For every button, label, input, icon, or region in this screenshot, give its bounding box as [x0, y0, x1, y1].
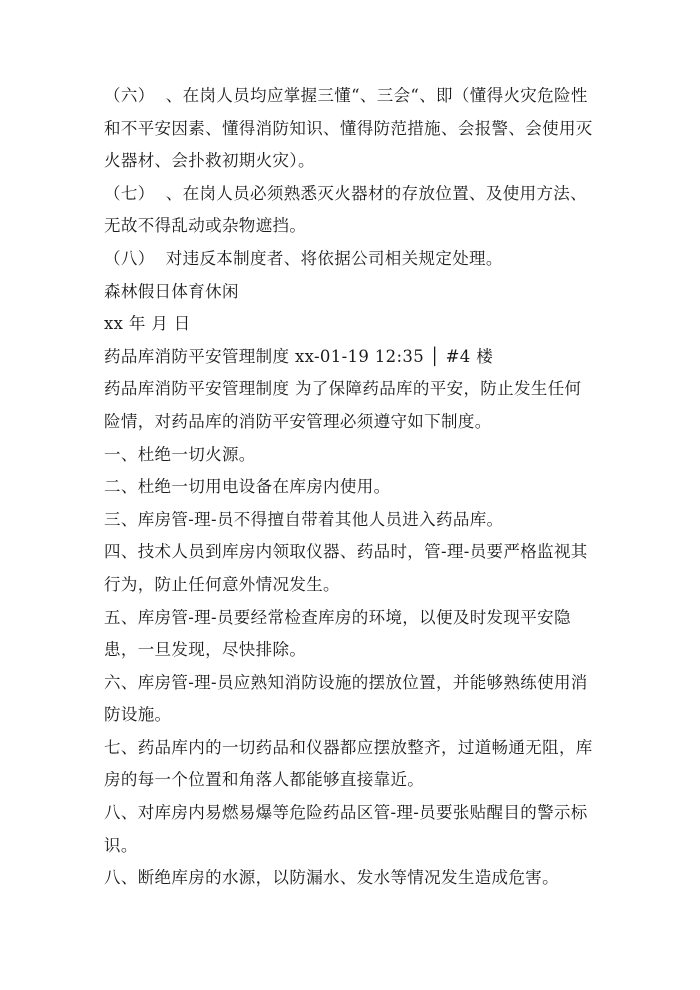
paragraph-rule-6: （六） 、在岗人员均应掌握三懂“、三会“、即（懂得火灾危险性和不平安因素、懂得消防知识、懂得防范措施、会报警、会使用灭火器材、会扑救初期火灾）。 [104, 86, 593, 171]
signature-organization: 森林假日体育休闲 [104, 281, 239, 301]
list-item: 二、杜绝一切用电设备在库房内使用。 [104, 477, 391, 497]
paragraph-rule-8: （八） 对违反本制度者、将依据公司相关规定处理。 [104, 248, 503, 268]
post-header: 药品库消防平安管理制度 xx-01-19 12:35 │ #4 楼 [104, 346, 494, 366]
list-item: 八、断绝库房的水源，以防漏水、发水等情况发生造成危害。 [104, 868, 559, 888]
intro-paragraph: 药品库消防平安管理制度 为了保障药品库的平安，防止发生任何险情，对药品库的消防平安管理必须遵守如下制度。 [104, 379, 582, 431]
list-item: 三、库房管-理-员不得擅自带着其他人员进入药品库。 [104, 509, 504, 529]
list-item: 四、技术人员到库房内领取仪器、药品时，管-理-员要严格监视其行为，防止任何意外情况发生。 [104, 542, 588, 594]
signature-date: xx 年 月 日 [104, 314, 191, 334]
list-item: 一、杜绝一切火源。 [104, 444, 256, 464]
paragraph-rule-7: （七） 、在岗人员必须熟悉灭火器材的存放位置、及使用方法、无故不得乱动或杂物遮挡。 [104, 183, 587, 236]
document-page [104, 80, 594, 895]
list-item: 五、库房管-理-员要经常检查库房的环境，以便及时发现平安隐患，一旦发现，尽快排除。 [104, 607, 571, 660]
list-item: 六、库房管-理-员应熟知消防设施的摆放位置，并能够熟练使用消防设施。 [104, 672, 588, 725]
list-item: 八、对库房内易燃易爆等危险药品区管-理-员要张贴醒目的警示标识。 [104, 803, 588, 855]
list-item: 七、药品库内的一切药品和仪器都应摆放整齐，过道畅通无阻，库房的每一个位置和角落人都能够直接靠近。 [104, 737, 593, 790]
